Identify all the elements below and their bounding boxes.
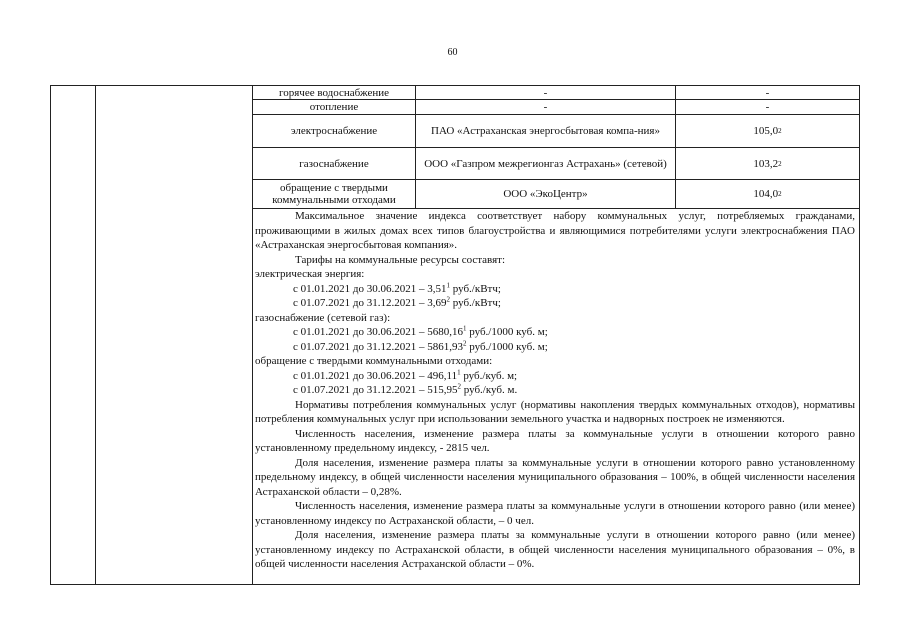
section-heading: газоснабжение (сетевой газ):: [255, 311, 391, 324]
table-row: [253, 100, 859, 115]
provider-cell: ООО «ЭкоЦентр»: [415, 180, 675, 208]
service-cell: обращение с твердыми коммунальными отходами: [272, 182, 396, 206]
index-cell: 104,0 2: [675, 180, 859, 208]
paragraph: Численность населения, изменение размера платы за коммунальные услуги в отношении которого равно (или менее) установленному индексу по Астраханской области, – 0 чел.: [255, 500, 855, 527]
index-cell: -: [675, 100, 859, 114]
service-cell: горячее водоснабжение: [279, 86, 389, 99]
service-cell: отопление: [309, 101, 359, 113]
tariff-line: с 01.07.2021 до 31.12.2021 – 3,69$^2$ руб./кВтч;: [293, 295, 501, 309]
index-cell: 103,2 2: [675, 148, 859, 179]
provider-cell: ПАО «Астраханская энергосбытовая компа-ния»: [415, 115, 675, 147]
paragraph: Тарифы на коммунальные ресурсы составят:: [295, 253, 506, 266]
tariff-line: с 01.01.2021 до 30.06.2021 – 5680,16$^1$ руб./1000 куб. м;: [293, 324, 548, 338]
service-cell: электроснабжение: [290, 125, 378, 137]
section-heading: электрическая энергия:: [255, 268, 365, 280]
tariff-line: с 01.07.2021 до 31.12.2021 – 5861,93$^2$ руб./1000 куб. м;: [293, 338, 548, 353]
section-heading: обращение с твердыми коммунальными отходами:: [255, 355, 493, 367]
table-row: [253, 86, 859, 100]
provider-cell: -: [415, 86, 675, 99]
table-row: [253, 180, 859, 209]
tariff-line: с 01.01.2021 до 30.06.2021 – 496,11$^1$ руб./куб. м;: [293, 367, 518, 382]
paragraph: Доля населения, изменение размера платы за коммунальные услуги в отношении которого равно (или менее) установленному индексу по Астраханской области, в общей численности населения муниципального образования – 0%, в общей численности населения Астраханской области – 0%.: [255, 529, 855, 570]
paragraph: Нормативы потребления коммунальных услуг (нормативы накопления твердых коммунальных отходов), нормативы потребления коммунальных услуг при использовании земельного участка и надворных построек не изменяются.: [255, 398, 855, 425]
body-text: [255, 209, 855, 572]
column-divider: [95, 86, 96, 584]
paragraph: Численность населения, изменение размера платы за коммунальные услуги в отношении которого равно установленному предельному индексу, - 2815 чел.: [255, 427, 855, 454]
service-cell: газоснабжение: [299, 157, 369, 170]
paragraph: Доля населения, изменение размера платы за коммунальные услуги в отношении которого равно установленному предельному индексу, в общей численности населения муниципального образования – 100%, в общей численности населения Астраханской области – 0,28%.: [255, 456, 855, 498]
table-row: [253, 148, 859, 180]
provider-cell: -: [415, 100, 675, 114]
table-row: [253, 115, 859, 148]
tariff-line: с 01.01.2021 до 30.06.2021 – 3,51$^1$ руб./кВтч;: [293, 280, 501, 295]
tariff-line: с 01.07.2021 до 31.12.2021 – 515,95$^2$ руб./куб. м.: [293, 382, 518, 396]
page-number: 60: [447, 47, 458, 58]
index-cell: 105,0 2: [675, 115, 859, 147]
document-table: [50, 85, 860, 585]
paragraph: Максимальное значение индекса соответствует набору коммунальных услуг, потребляемых гражданами, проживающими в жилых домах всех типов благоустройства и являющимися потребителями услуги электроснабжения ПАО «Астраханская энергосбытовая компания».: [255, 210, 855, 251]
provider-cell: ООО «Газпром межрегионгаз Астрахань» (сетевой): [415, 148, 675, 179]
index-cell: -: [675, 86, 859, 99]
